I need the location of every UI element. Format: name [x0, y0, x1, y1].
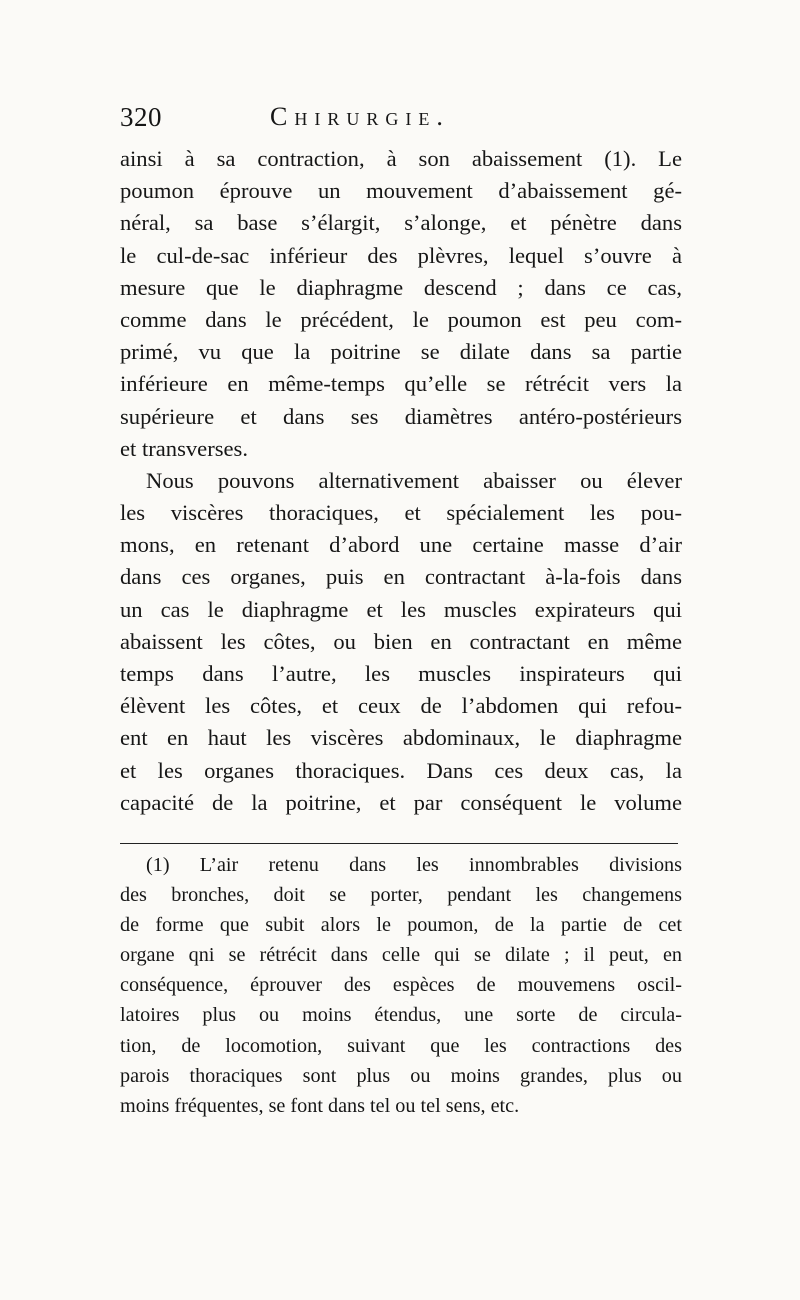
text-line: inférieure en même-temps qu’elle se rétrécit vers la	[120, 371, 682, 397]
text-line: les viscères thoraciques, et spécialement les pou-	[120, 500, 682, 526]
running-head	[120, 100, 680, 140]
footnote	[120, 850, 682, 1121]
text-line: comme dans le précédent, le poumon est peu com-	[120, 306, 682, 332]
footnote-line: conséquence, éprouver des espèces de mouvemens oscil-	[120, 974, 682, 997]
text-line: ent en haut les viscères abdominaux, le diaphragme	[120, 725, 682, 751]
footnote-line: moins fréquentes, se font dans tel ou tel sens, etc.	[120, 1094, 520, 1117]
footnote-line: de forme que subit alors le poumon, de la partie de cet	[120, 914, 682, 937]
text-line: mesure que le diaphragme descend ; dans ce cas,	[120, 274, 682, 300]
footnote-line: parois thoraciques sont plus ou moins grandes, plus ou	[120, 1064, 682, 1087]
footnote-line: des bronches, doit se porter, pendant les changemens	[120, 884, 682, 907]
text-line: néral, sa base s’élargit, s’alonge, et pénètre dans	[120, 210, 682, 236]
text-line: et transverses.	[120, 435, 248, 461]
footnote-rule	[120, 843, 678, 844]
text-line: temps dans l’autre, les muscles inspirateurs qui	[120, 661, 682, 686]
page-number: 320	[120, 102, 162, 132]
text-line: ainsi à sa contraction, à son abaissement (1). Le	[120, 146, 682, 171]
text-line: le cul-de-sac inférieur des plèvres, lequel s’ouvre à	[120, 242, 682, 268]
text-line: et les organes thoraciques. Dans ces deux cas, la	[120, 757, 682, 783]
text-line: capacité de la poitrine, et par conséquent le volume	[120, 789, 682, 815]
text-line: mons, en retenant d’abord une certaine masse d’air	[120, 532, 682, 558]
text-line: poumon éprouve un mouvement d’abaissement gé-	[120, 178, 682, 204]
text-line: Nous pouvons alternativement abaisser ou élever	[146, 467, 682, 493]
footnote-line: tion, de locomotion, suivant que les contractions des	[120, 1034, 682, 1057]
text-line: un cas le diaphragme et les muscles expirateurs qui	[120, 596, 682, 622]
footnote-line: latoires plus ou moins étendus, une sorte de circula-	[120, 1004, 682, 1027]
text-line: abaissent les côtes, ou bien en contractant en même	[120, 628, 682, 654]
running-title: Chirurgie.	[270, 102, 450, 131]
text-line: élèvent les côtes, et ceux de l’abdomen qui refou-	[120, 693, 682, 719]
text-line: dans ces organes, puis en contractant à-la-fois dans	[120, 564, 682, 590]
footnote-line: organe qni se rétrécit dans celle qui se dilate ; il peut, en	[120, 944, 682, 967]
main-text	[120, 143, 682, 819]
text-line: supérieure et dans ses diamètres antéro-postérieurs	[120, 403, 682, 429]
text-line: primé, vu que la poitrine se dilate dans sa partie	[120, 339, 682, 365]
footnote-line: (1) L’air retenu dans les innombrables divisions	[146, 854, 682, 876]
